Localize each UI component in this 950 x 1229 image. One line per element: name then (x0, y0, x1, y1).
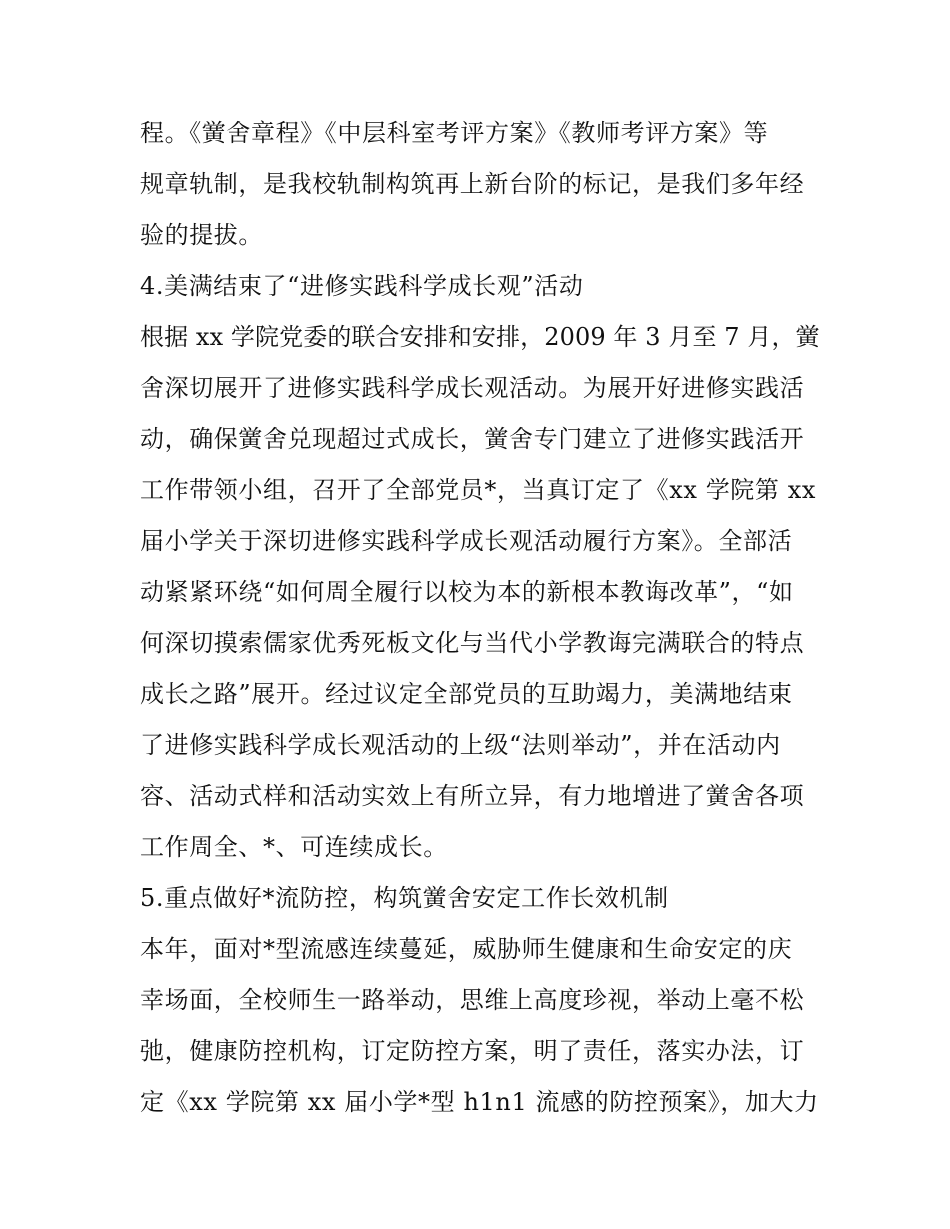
paragraph-line: 成长之路”展开。经过议定全部党员的互助竭力，美满地结束 (140, 680, 793, 708)
paragraph-line: 弛，健康防控机构，订定防控方案，明了责任，落实办法，订 (140, 1037, 805, 1065)
paragraph-line: 容、活动式样和活动实效上有所立异，有力地增进了黉舍各项 (140, 782, 805, 810)
paragraph-line: 工作带领小组，召开了全部党员*，当真订定了《xx 学院第 xx (140, 476, 816, 504)
section-heading: 5.重点做好*流防控，构筑黉舍安定工作长效机制 (140, 884, 669, 912)
paragraph-line: 幸场面，全校师生一路举动，思维上高度珍视，举动上毫不松 (140, 986, 805, 1014)
paragraph-line: 了进修实践科学成长观活动的上级“法则举动”，并在活动内 (140, 731, 781, 759)
section-heading: 4.美满结束了“进修实践科学成长观”活动 (140, 272, 584, 300)
paragraph-line: 本年，面对*型流感连续蔓延，威胁师生健康和生命安定的庆 (140, 935, 793, 963)
paragraph-line: 动，确保黉舍兑现超过式成长，黉舍专门建立了进修实践活开 (140, 425, 805, 453)
document-page (140, 108, 820, 1128)
paragraph-line: 程。《黉舍章程》《中层科室考评方案》《教师考评方案》等 (140, 119, 769, 147)
paragraph-line: 根据 xx 学院党委的联合安排和安排，2009 年 3 月至 7 月，黉 (140, 323, 820, 351)
paragraph-line: 动紧紧环绕“如何周全履行以校为本的新根本教诲改革”，“如 (140, 578, 794, 606)
paragraph-line: 届小学关于深切进修实践科学成长观活动履行方案》。全部活 (140, 527, 793, 555)
paragraph-line: 定《xx 学院第 xx 届小学*型 h1n1 流感的防控预案》，加大力 (140, 1088, 819, 1116)
paragraph-line: 舍深切展开了进修实践科学成长观活动。为展开好进修实践活 (140, 374, 805, 402)
paragraph-line: 工作周全、*、可连续成长。 (140, 833, 448, 861)
paragraph-line: 何深切摸索儒家优秀死板文化与当代小学教诲完满联合的特点 (140, 629, 805, 657)
paragraph-line: 验的提拔。 (140, 221, 263, 249)
paragraph-line: 规章轨制，是我校轨制构筑再上新台阶的标记，是我们多年经 (140, 170, 805, 198)
